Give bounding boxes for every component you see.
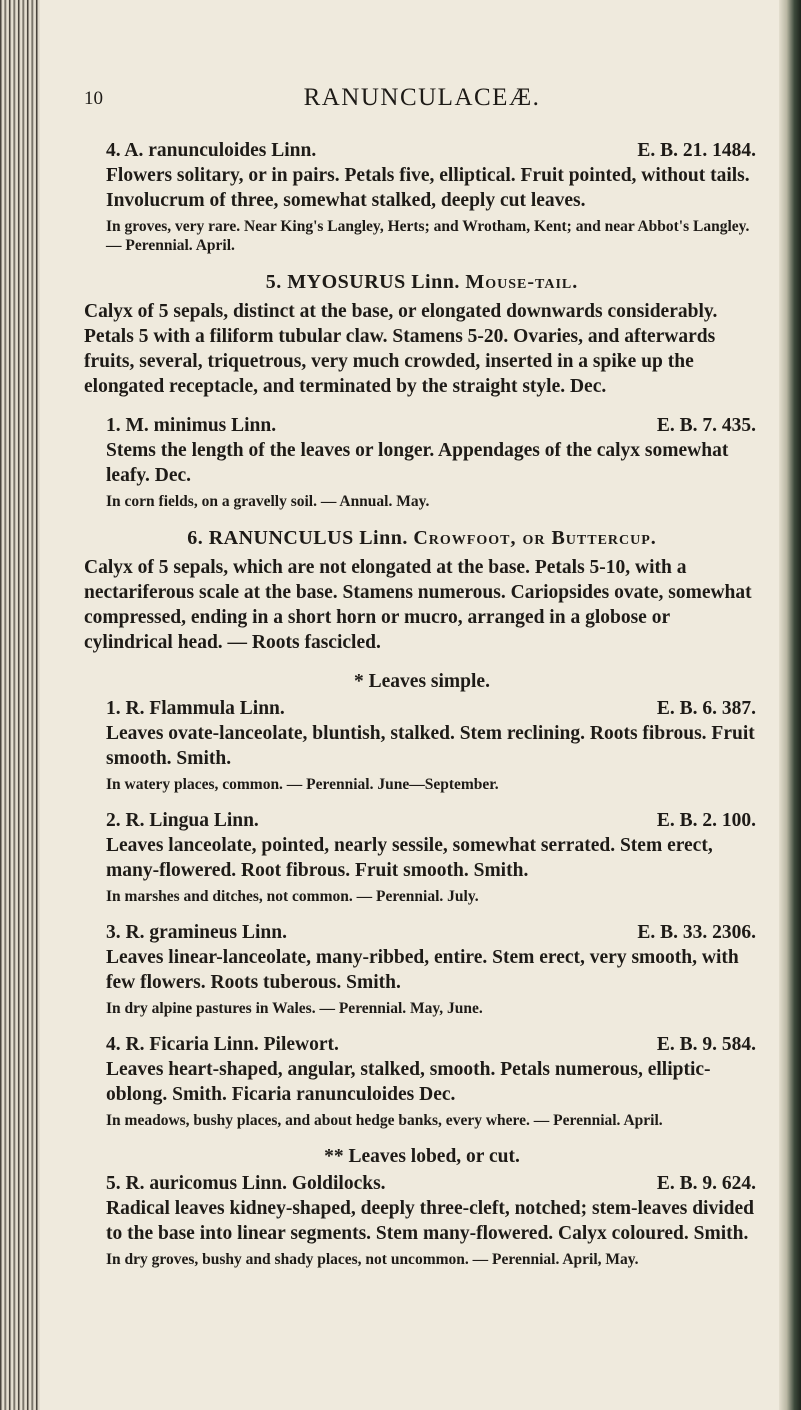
species-description: Leaves linear-lanceolate, many-ribbed, entire. Stem erect, very smooth, with few flowers. Roots tuberous. Smith. bbox=[106, 947, 739, 993]
species-entry bbox=[84, 1032, 760, 1130]
species-description: Leaves ovate-lanceolate, bluntish, stalked. Stem reclining. Roots fibrous. Fruit smooth. Smith. bbox=[106, 723, 755, 769]
species-name: 1. M. minimus Linn. bbox=[106, 415, 277, 436]
species-entry bbox=[84, 138, 760, 255]
genus-common-name: Mouse-tail. bbox=[465, 271, 579, 293]
species-name: 4. A. ranunculoides Linn. bbox=[106, 140, 317, 161]
species-habitat: In corn fields, on a gravelly soil. — Annual. May. bbox=[106, 493, 430, 510]
species-habitat: In marshes and ditches, not common. — Perennial. July. bbox=[106, 888, 479, 905]
species-name: 1. R. Flammula Linn. bbox=[106, 698, 285, 719]
genus-common-name: Crowfoot, or Buttercup. bbox=[413, 527, 657, 549]
genus-description: Calyx of 5 sepals, distinct at the base, or elongated downwards considerably. Petals 5 with a filiform tubular claw. Stamens 5-20. Ovaries, and afterwards fruits, several, triquetrous, very much crowded, inserted in a spike up the elongated receptacle, and terminated by the straight style. Dec. bbox=[84, 301, 718, 397]
genus-heading: 5. MYOSURUS Linn. Mouse-tail. bbox=[265, 271, 579, 293]
species-entry bbox=[84, 696, 760, 794]
species-entry bbox=[84, 1171, 760, 1269]
species-reference: E. B. 6. 387. bbox=[656, 698, 756, 719]
species-reference: E. B. 9. 624. bbox=[656, 1173, 756, 1194]
species-habitat: In watery places, common. — Perennial. June—September. bbox=[106, 776, 499, 793]
species-reference: E. B. 9. 584. bbox=[656, 1034, 756, 1055]
page-header bbox=[84, 82, 760, 112]
species-reference: E. B. 21. 1484. bbox=[637, 140, 756, 161]
genus-heading: 6. RANUNCULUS Linn. Crowfoot, or Buttercup. bbox=[187, 527, 657, 549]
species-description: Radical leaves kidney-shaped, deeply three-cleft, notched; stem-leaves divided to the base into linear segments. Stem many-flowered. Calyx coloured. Smith. bbox=[106, 1198, 754, 1244]
section-heading: ** Leaves lobed, or cut. bbox=[324, 1146, 520, 1167]
species-habitat: In groves, very rare. Near King's Langley, Herts; and Wrotham, Kent; and near Abbot's Langley. — Perennial. April. bbox=[106, 218, 750, 254]
species-habitat: In dry groves, bushy and shady places, not uncommon. — Perennial. April, May. bbox=[106, 1251, 639, 1268]
species-description: Leaves lanceolate, pointed, nearly sessile, somewhat serrated. Stem erect, many-flowered. Root fibrous. Fruit smooth. Smith. bbox=[106, 835, 713, 881]
species-reference: E. B. 2. 100. bbox=[656, 810, 756, 831]
species-habitat: In dry alpine pastures in Wales. — Perennial. May, June. bbox=[106, 1000, 483, 1017]
section-heading: * Leaves simple. bbox=[354, 671, 490, 692]
species-name: 3. R. gramineus Linn. bbox=[106, 922, 287, 943]
species-description: Flowers solitary, or in pairs. Petals five, elliptical. Fruit pointed, without tails. Involucrum of three, somewhat stalked, deeply cut leaves. bbox=[106, 165, 750, 211]
species-name: 5. R. auricomus Linn. Goldilocks. bbox=[106, 1173, 386, 1194]
species-name: 4. R. Ficaria Linn. Pilewort. bbox=[106, 1034, 339, 1055]
species-entry bbox=[84, 413, 760, 511]
species-description: Leaves heart-shaped, angular, stalked, smooth. Petals numerous, elliptic-oblong. Smith. Ficaria ranunculoides Dec. bbox=[106, 1059, 711, 1105]
species-reference: E. B. 33. 2306. bbox=[637, 922, 756, 943]
species-reference: E. B. 7. 435. bbox=[656, 415, 756, 436]
binding-gutter bbox=[0, 0, 40, 1410]
running-head: RANUNCULACEÆ. bbox=[303, 84, 541, 111]
species-name: 2. R. Lingua Linn. bbox=[106, 810, 259, 831]
species-description: Stems the length of the leaves or longer. Appendages of the calyx somewhat leafy. Dec. bbox=[106, 440, 729, 486]
species-habitat: In meadows, bushy places, and about hedge banks, every where. — Perennial. April. bbox=[106, 1112, 663, 1129]
species-entry bbox=[84, 920, 760, 1018]
page-edge bbox=[779, 0, 801, 1410]
species-entry bbox=[84, 808, 760, 906]
page-number: 10 bbox=[84, 88, 103, 109]
page-content bbox=[84, 138, 760, 1283]
genus-description: Calyx of 5 sepals, which are not elongated at the base. Petals 5-10, with a nectariferous scale at the base. Stamens numerous. Cariopsides ovate, somewhat compressed, ending in a short horn or mucro, arranged in a globose or cylindrical head. — Roots fascicled. bbox=[84, 557, 752, 653]
